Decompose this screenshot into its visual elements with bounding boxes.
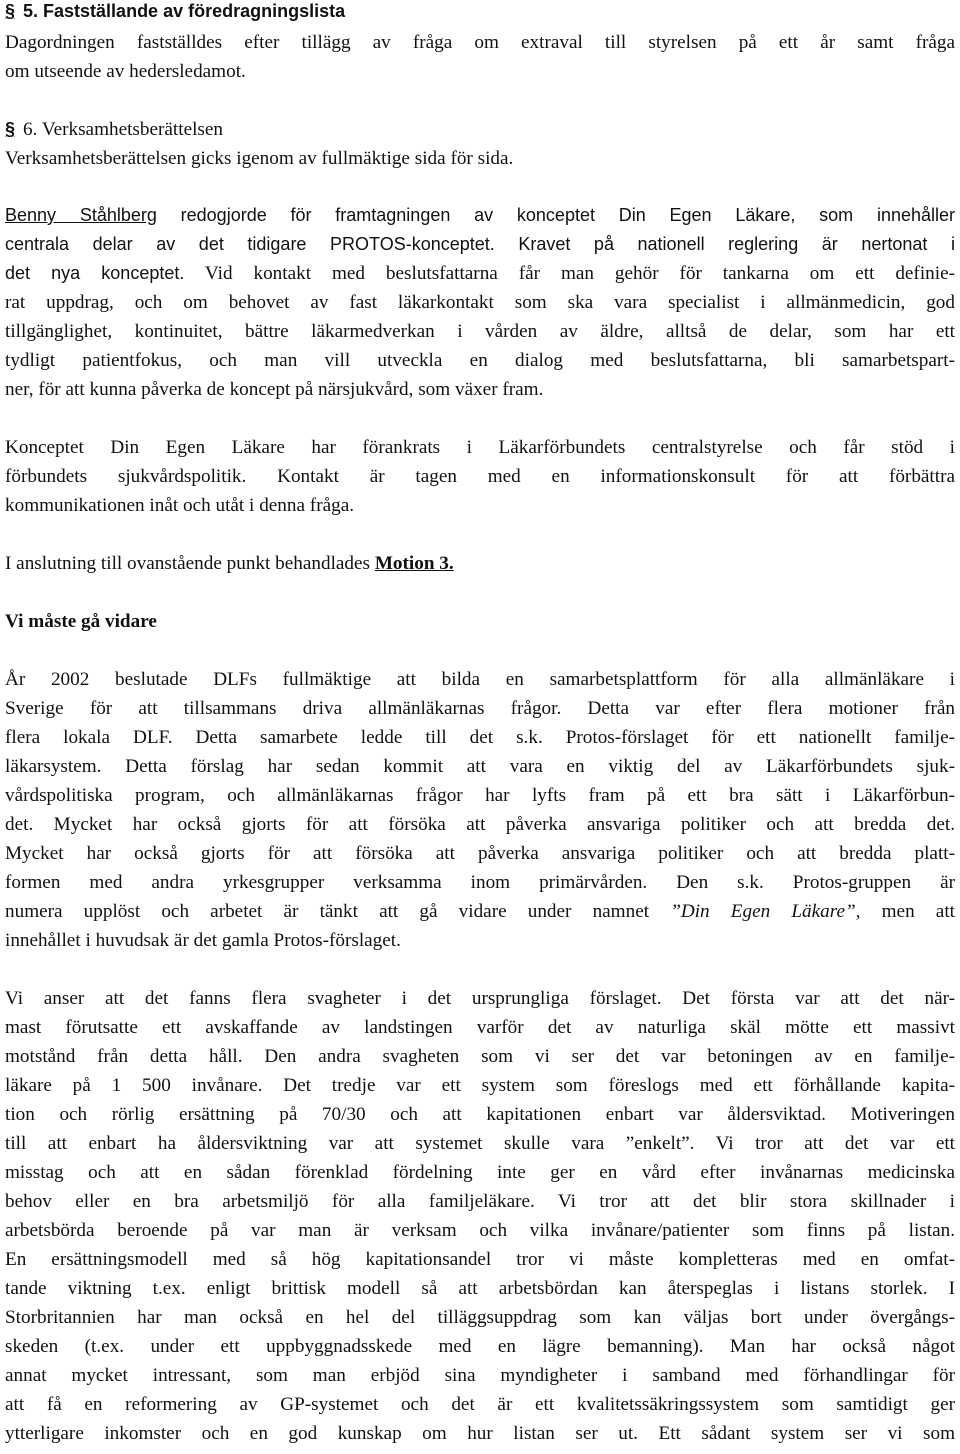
p2-line-12: Storbritannien har man också en hel del tilläggsuppdrag som kan väljas bort under övergångs-: [5, 1307, 955, 1328]
paragraph-sign: §: [5, 1, 16, 21]
p1-line-4: läkarsystem. Detta förslag har sedan kommit att vara en viktig del av Läkarförbundets sjuk-: [5, 756, 955, 777]
p1-line-5: vårdspolitiska program, och allmänläkarnas frågor har lyfts fram på ett bra sätt i Läkarförbun-: [5, 785, 955, 806]
vi-maste-heading: Vi måste gå vidare: [5, 611, 157, 632]
benny-line-5: tillgänglighet, kontinuitet, bättre läkarmedverkan i vården av äldre, alltså de delar, som har ett: [5, 321, 955, 342]
p1-line-10: innehållet i huvudsak är det gamla Protos-förslaget.: [5, 930, 401, 951]
konceptet-line-3: kommunikationen inåt och utåt i denna fråga.: [5, 495, 355, 516]
section-6-heading: [5, 115, 223, 144]
section-5-heading: [5, 0, 345, 26]
p1-line-9-a: numera upplöst och arbetet är tänkt att gå vidare under namnet: [5, 901, 671, 922]
benny-line-1: [5, 201, 955, 230]
konceptet-line-1: Konceptet Din Egen Läkare har förankrats i Läkarförbundets centralstyrelse och får stöd i: [5, 437, 955, 458]
p2-line-15: att få en reformering av GP-systemet och det är ett kvalitetssäkringssystem som samtidigt ger: [5, 1394, 955, 1415]
section-5-title: 5. Fastställande av föredragningslista: [23, 1, 346, 21]
benny-line-4: rat uppdrag, och om behovet av fast läkarkontakt som ska vara specialist i allmänmedicin, god: [5, 292, 955, 313]
p2-line-13: skeden (t.ex. under ett uppbyggnadsskede med en lägre bemanning). Man har också något: [5, 1336, 955, 1357]
p2-line-16: ytterligare inkomster och en god kunskap om hur listan ser ut. Ett sådant system ser vi som: [5, 1423, 955, 1444]
p1-line-9-b: , men att: [855, 901, 955, 922]
p2-line-6: till att enbart ha åldersviktning var att systemet skulle vara ”enkelt”. Vi tror att det var ett: [5, 1133, 955, 1154]
p2-line-11: tande viktning t.ex. enligt brittisk modell så att arbetsbördan kan återspeglas i listans storlek. I: [5, 1278, 955, 1299]
p2-line-3: motstånd från detta håll. Den andra svagheten som vi ser det var betoningen av en familje-: [5, 1046, 955, 1067]
benny-line-1-text: redogjorde för framtagningen av konceptet Din Egen Läkare, som innehåller: [156, 205, 955, 225]
p1-line-2: Sverige för att tillsammans driva allmänläkarnas frågor. Detta var efter flera motioner från: [5, 698, 955, 719]
motion-reference: Motion 3.: [374, 553, 454, 574]
p1-line-3: flera lokala DLF. Detta samarbete ledde till det s.k. Protos-förslaget för ett nationellt familje-: [5, 727, 955, 748]
anslutning-text: I anslutning till ovanstående punkt behandlades: [5, 553, 375, 574]
p1-line-1: År 2002 beslutade DLFs fullmäktige att bilda en samarbetsplattform för alla allmänläkare i: [5, 669, 955, 690]
benny-line-3-sans: det nya konceptet.: [5, 263, 185, 283]
p2-line-4: läkare på 1 500 invånare. Det tredje var ett system som föreslogs med ett förhållande kapita-: [5, 1075, 955, 1096]
p2-line-7: misstag och att en sådan förenklad fördelning inte ger en vård efter invånarnas medicinska: [5, 1162, 955, 1183]
paragraph-sign: §: [5, 119, 16, 139]
p1-line-6: det. Mycket har också gjorts för att försöka att påverka ansvariga politiker och att bredda det.: [5, 814, 955, 835]
speaker-name: Benny Ståhlberg: [5, 205, 157, 225]
anslutning-line: [5, 549, 454, 578]
p2-line-1: Vi anser att det fanns flera svagheter i det ursprungliga förslaget. Det första var att det när-: [5, 988, 955, 1009]
benny-line-7: ner, för att kunna påverka de koncept på närsjukvård, som växer fram.: [5, 379, 544, 400]
benny-line-6: tydligt patientfokus, och man vill utveckla en dialog med beslutsfattarna, bli samarbetspart-: [5, 350, 955, 371]
benny-line-2: centrala delar av det tidigare PROTOS-konceptet. Kravet på nationell reglering är nertonat i: [5, 234, 955, 254]
p1-line-7: Mycket har också gjorts för att försöka att påverka ansvariga politiker och att bredda platt-: [5, 843, 955, 864]
p1-line-8: formen med andra yrkesgrupper verksamma inom primärvården. Den s.k. Protos-gruppen är: [5, 872, 955, 893]
section-5-line-2: om utseende av hedersledamot.: [5, 61, 246, 82]
section-6-title: 6. Verksamhetsberättelsen: [23, 119, 224, 140]
benny-line-3-serif: Vid kontakt med beslutsfattarna får man gehör för tankarna om ett definie-: [184, 263, 955, 284]
konceptet-line-2: förbundets sjukvårdspolitik. Kontakt är tagen med en informationskonsult för att förbättra: [5, 466, 955, 487]
benny-line-3: [5, 259, 955, 288]
section-5-line-1: Dagordningen fastställdes efter tillägg av fråga om extraval till styrelsen på ett år samt fråga: [5, 32, 955, 53]
din-egen-lakare-name: ”Din Egen Läkare”: [670, 901, 856, 922]
p2-line-5: tion och rörlig ersättning på 70/30 och att kapitationen enbart var åldersviktad. Motiveringen: [5, 1104, 955, 1125]
p2-line-2: mast förutsatte ett avskaffande av landstingen varför det av naturliga skäl mötte ett massivt: [5, 1017, 955, 1038]
p2-line-14: annat mycket intressant, som man erbjöd sina myndigheter i samband med förhandlingar för: [5, 1365, 955, 1386]
section-6-line: Verksamhetsberättelsen gicks igenom av fullmäktige sida för sida.: [5, 148, 514, 169]
p2-line-10: En ersättningsmodell med så hög kapitationsandel tror vi måste kompletteras med en omfat-: [5, 1249, 955, 1270]
p2-line-9: arbetsbörda beroende på var man är verksam och vilka invånare/patienter som finns på listan.: [5, 1220, 955, 1241]
p2-line-8: behov eller en bra arbetsmiljö för alla familjeläkare. Vi tror att det blir stora skillnader i: [5, 1191, 955, 1212]
p1-line-9: [5, 897, 955, 926]
